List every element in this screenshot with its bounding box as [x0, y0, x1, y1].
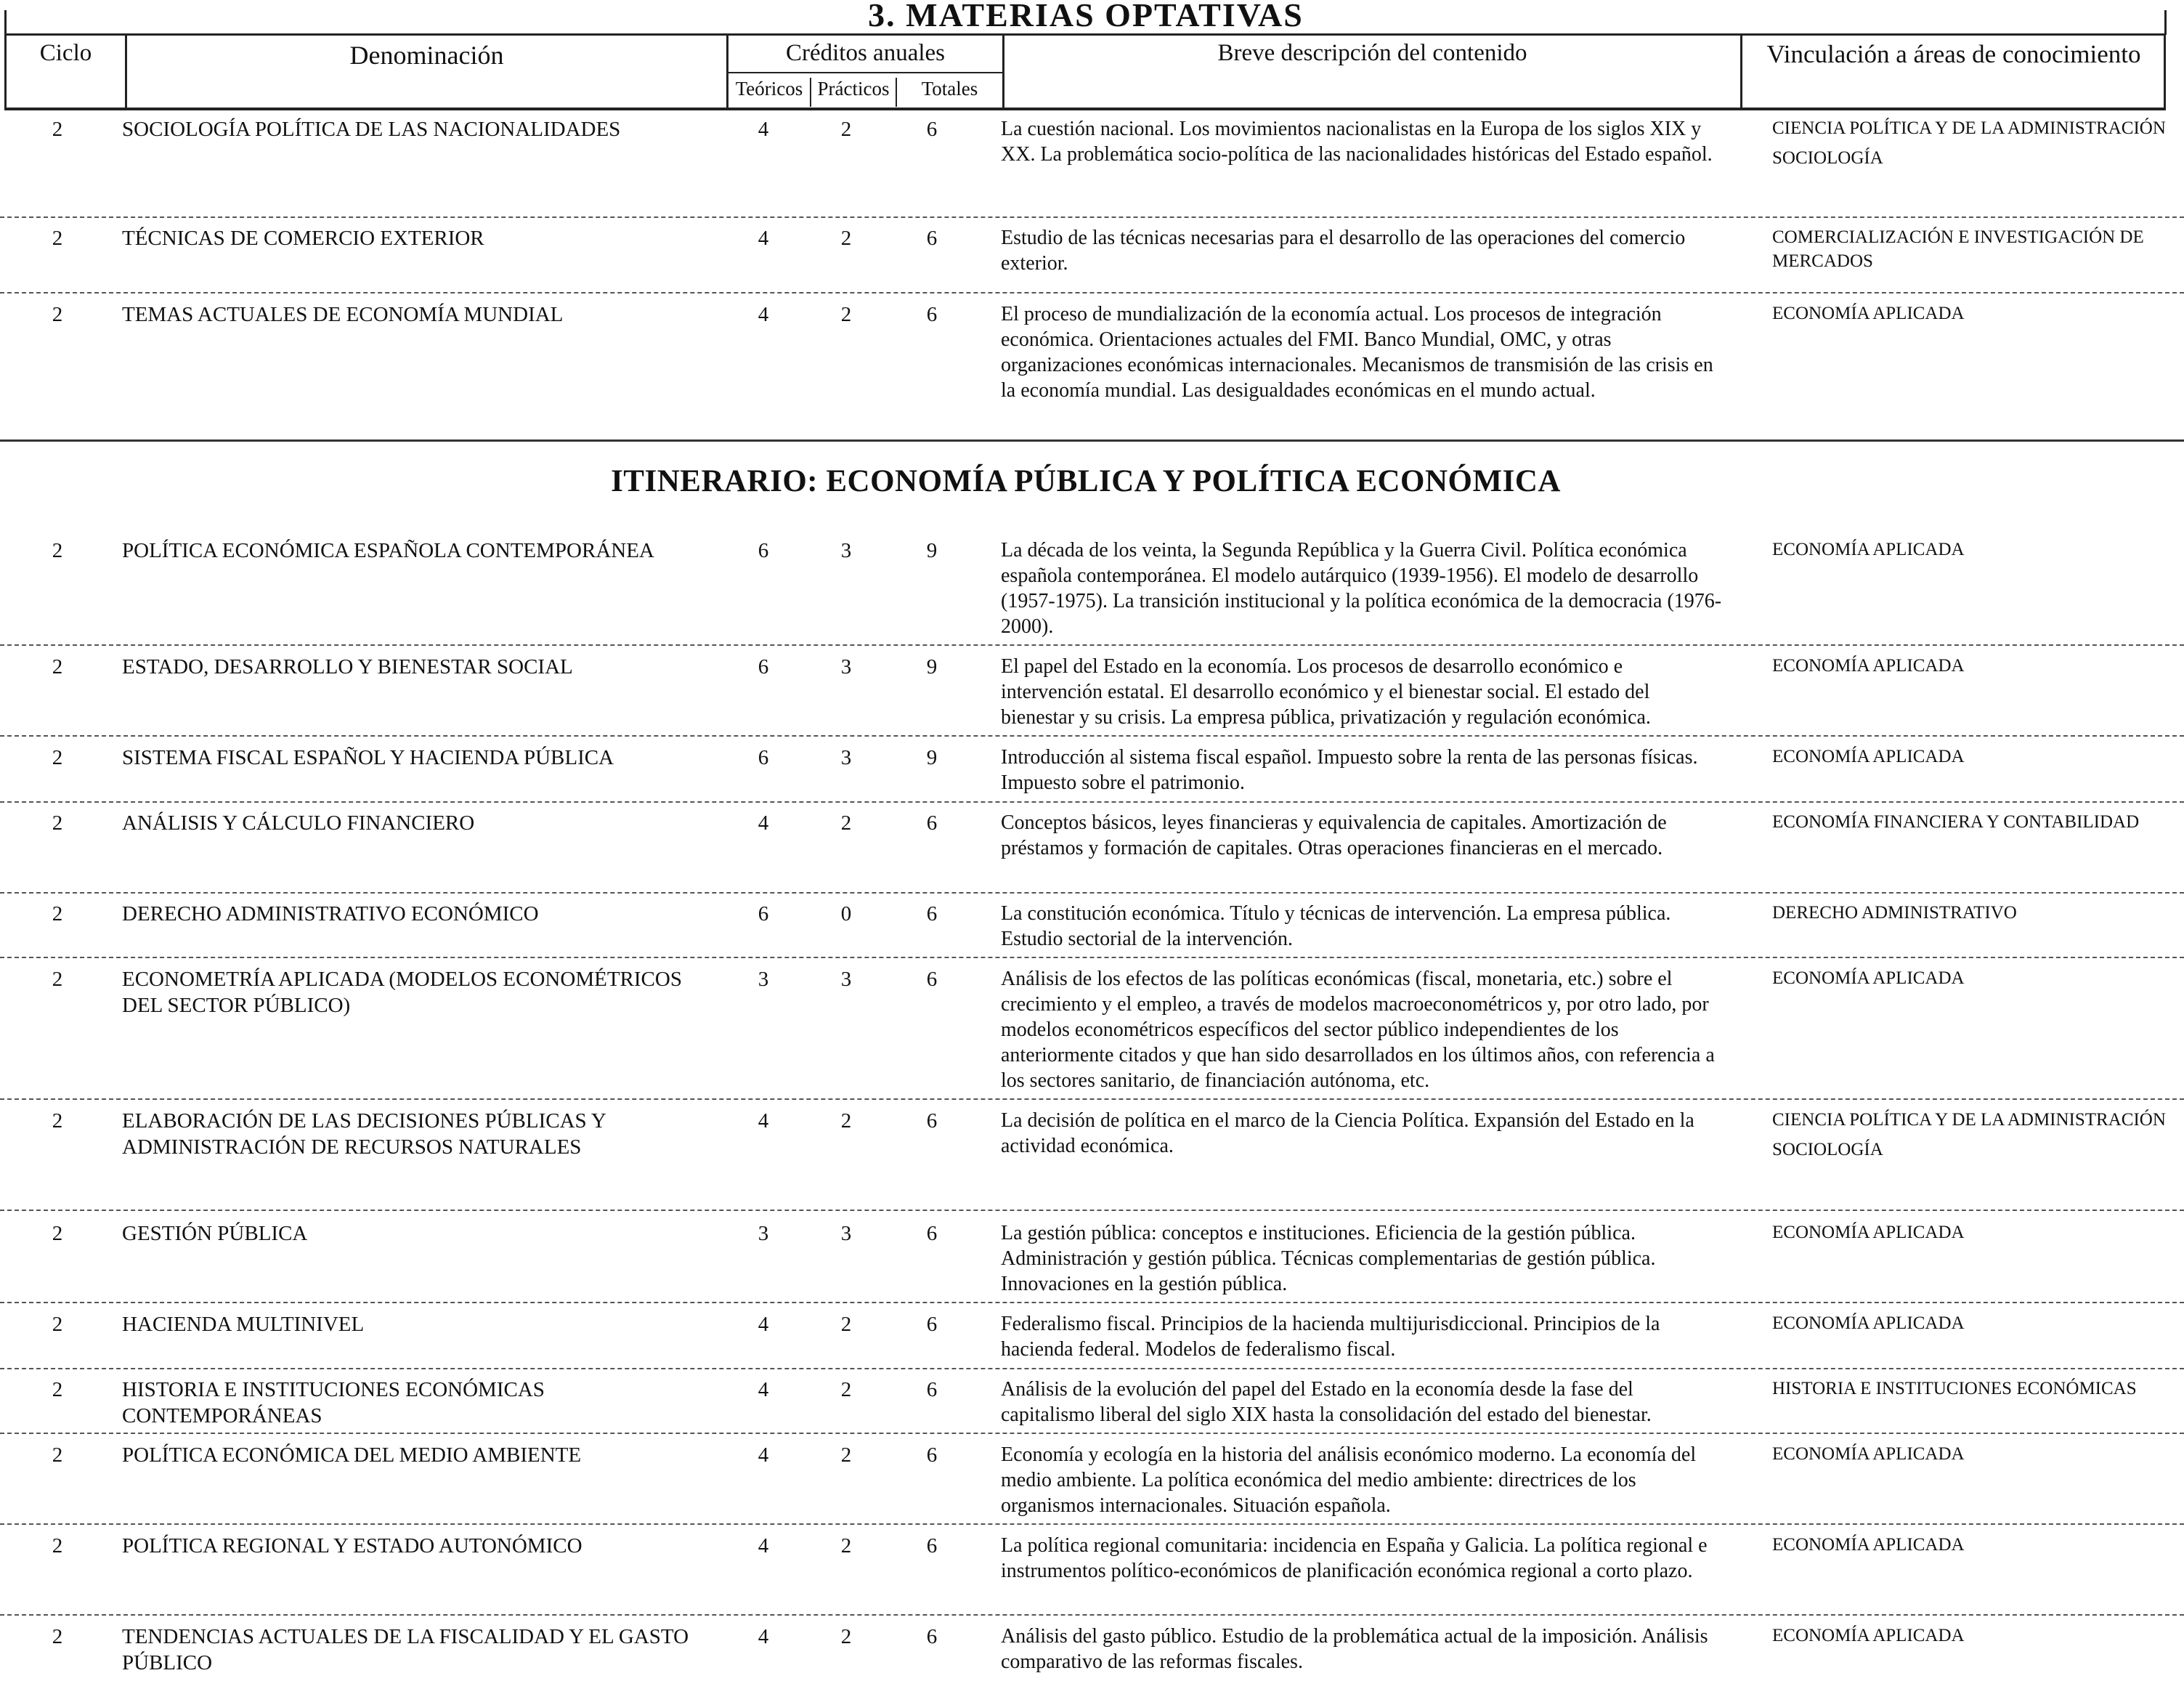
- practicos-cell: 2: [840, 1313, 852, 1336]
- vinculacion-cell: [1772, 1533, 2179, 1557]
- practicos-cell: 3: [840, 655, 852, 679]
- descripcion-cell: Economía y ecología en la historia del análisis económico moderno. La economía del medio ambiente. La política económica del medio ambiente: directrices de los organismos internacionales. Situación española.: [1001, 1443, 1697, 1517]
- row-separator: [0, 216, 2184, 218]
- totales-cell: 6: [926, 811, 938, 835]
- area-name: HISTORIA E INSTITUCIONES ECONÓMICAS: [1772, 1379, 2137, 1398]
- corner-tick-right: [2164, 10, 2167, 35]
- denominacion-cell: ECONOMETRÍA APLICADA (MODELOS ECONOMÉTRICOS DEL SECTOR PÚBLICO): [122, 968, 682, 1017]
- vinculacion-cell: [1772, 1108, 2179, 1162]
- vinculacion-cell: [1772, 966, 2179, 990]
- descripcion-cell: El papel del Estado en la economía. Los procesos de desarrollo económico e intervención estatal. El desarrollo económico y el bienestar social. El estado del bienestar y su crisis. La empresa pública, privatización y regulación económica.: [1001, 655, 1651, 729]
- practicos-cell: 2: [840, 303, 852, 326]
- vinculacion-cell: [1772, 1311, 2179, 1335]
- denominacion-cell: TÉCNICAS DE COMERCIO EXTERIOR: [122, 227, 484, 250]
- row-separator: [0, 1523, 2184, 1525]
- teoricos-cell: 6: [758, 539, 769, 562]
- ciclo-cell: 2: [52, 1109, 63, 1133]
- teoricos-cell: 4: [758, 1443, 769, 1467]
- row-separator: [0, 1302, 2184, 1303]
- row-separator: [0, 1368, 2184, 1369]
- vinculacion-cell: [1772, 1220, 2179, 1244]
- totales-cell: 6: [926, 118, 938, 141]
- area-name-secondary: SOCIOLOGÍA: [1772, 1140, 1883, 1159]
- denominacion-cell: POLÍTICA ECONÓMICA DEL MEDIO AMBIENTE: [122, 1443, 582, 1467]
- denominacion-cell: ANÁLISIS Y CÁLCULO FINANCIERO: [122, 811, 475, 835]
- practicos-cell: 2: [840, 118, 852, 141]
- ciclo-cell: 2: [52, 303, 63, 326]
- ciclo-cell: 2: [52, 1534, 63, 1558]
- ciclo-cell: 2: [52, 539, 63, 562]
- area-name: ECONOMÍA APLICADA: [1772, 1444, 1965, 1464]
- vinculacion-cell: [1772, 1442, 2179, 1466]
- descripcion-cell: La decisión de política en el marco de la Ciencia Política. Expansión del Estado en la actividad económica.: [1001, 1109, 1694, 1157]
- vinculacion-cell: [1772, 1624, 2179, 1648]
- ciclo-cell: 2: [52, 968, 63, 991]
- row-separator: [0, 1614, 2184, 1616]
- teoricos-cell: 6: [758, 655, 769, 679]
- denominacion-cell: HISTORIA E INSTITUCIONES ECONÓMICAS CONTEMPORÁNEAS: [122, 1378, 545, 1427]
- denominacion-cell: HACIENDA MULTINIVEL: [122, 1313, 365, 1336]
- teoricos-cell: 3: [758, 968, 769, 991]
- vinculacion-cell: [1772, 1377, 2179, 1401]
- row-separator: [0, 644, 2184, 646]
- table-header: [4, 33, 2166, 110]
- teoricos-cell: 4: [758, 1313, 769, 1336]
- descripcion-cell: Análisis de la evolución del papel del Estado en la economía desde la fase del capitalismo liberal del siglo XIX hasta la consolidación del estado del bienestar.: [1001, 1378, 1652, 1426]
- ciclo-cell: 2: [52, 1313, 63, 1336]
- descripcion-cell: Análisis de los efectos de las políticas económicas (fiscal, monetaria, etc.) sobre el crecimiento y el empleo, a través de modelos macroeconométricos y, por otro lado, por modelos econométricos específicos del sector público independientes de los anteriormente citados y que han sido desarrollados en los últimos años, con referencia a los sectores sanitario, de financiación autónoma, etc.: [1001, 968, 1715, 1092]
- row-separator: [0, 1433, 2184, 1434]
- area-name: ECONOMÍA APLICADA: [1772, 968, 1965, 988]
- practicos-cell: 2: [840, 811, 852, 835]
- practicos-cell: 2: [840, 1534, 852, 1558]
- totales-cell: 6: [926, 1222, 938, 1245]
- row-separator: [0, 892, 2184, 894]
- area-name: ECONOMÍA APLICADA: [1772, 1223, 1965, 1242]
- header-totales: Totales: [921, 78, 978, 100]
- teoricos-cell: 4: [758, 303, 769, 326]
- row-separator: [0, 1210, 2184, 1211]
- area-name: ECONOMÍA APLICADA: [1772, 1626, 1965, 1645]
- area-name: ECONOMÍA APLICADA: [1772, 540, 1965, 559]
- header-creditos-group: [728, 36, 1004, 108]
- area-name: ECONOMÍA APLICADA: [1772, 747, 1965, 766]
- descripcion-cell: Introducción al sistema fiscal español. Impuesto sobre la renta de las personas físicas. Impuesto sobre el patrimonio.: [1001, 746, 1698, 794]
- row-separator: [0, 957, 2184, 958]
- denominacion-cell: SISTEMA FISCAL ESPAÑOL Y HACIENDA PÚBLICA: [122, 746, 614, 769]
- descripcion-cell: La política regional comunitaria: incidencia en España y Galicia. La política regional e instrumentos político-económicos de planificación económica regional a corto plazo.: [1001, 1534, 1708, 1582]
- practicos-cell: 0: [840, 902, 852, 925]
- denominacion-cell: ELABORACIÓN DE LAS DECISIONES PÚBLICAS Y ADMINISTRACIÓN DE RECURSOS NATURALES: [122, 1109, 606, 1159]
- vinculacion-cell: [1772, 810, 2179, 834]
- descripcion-cell: Conceptos básicos, leyes financieras y equivalencia de capitales. Amortización de préstamos y formación de capitales. Otras operaciones financieras en el mercado.: [1001, 811, 1667, 859]
- ciclo-cell: 2: [52, 1222, 63, 1245]
- totales-cell: 6: [926, 303, 938, 326]
- area-name-secondary: SOCIOLOGÍA: [1772, 148, 1883, 168]
- vinculacion-cell: [1772, 745, 2179, 769]
- ciclo-cell: 2: [52, 1378, 63, 1401]
- area-name: ECONOMÍA FINANCIERA Y CONTABILIDAD: [1772, 812, 2140, 832]
- header-teoricos: Teóricos: [728, 78, 811, 107]
- row-separator: [0, 801, 2184, 803]
- totales-cell: 6: [926, 1378, 938, 1401]
- row-separator: [0, 440, 2184, 442]
- area-name: COMERCIALIZACIÓN E INVESTIGACIÓN DE MERCADOS: [1772, 227, 2144, 271]
- ciclo-cell: 2: [52, 746, 63, 769]
- totales-cell: 6: [926, 1625, 938, 1648]
- totales-cell: 6: [926, 968, 938, 991]
- row-separator: [0, 292, 2184, 293]
- section-title: ITINERARIO: ECONOMÍA PÚBLICA Y POLÍTICA ECONÓMICA: [611, 464, 1561, 498]
- totales-cell: 9: [926, 655, 938, 679]
- corner-tick-left: [4, 10, 7, 35]
- vinculacion-cell: [1772, 116, 2179, 170]
- header-creditos-divider: [728, 72, 1002, 73]
- practicos-cell: 3: [840, 1222, 852, 1245]
- descripcion-cell: La cuestión nacional. Los movimientos nacionalistas en la Europa de los siglos XIX y XX. La problemática socio-política de las nacionalidades históricas del Estado español.: [1001, 118, 1713, 166]
- area-name: ECONOMÍA APLICADA: [1772, 656, 1965, 676]
- ciclo-cell: 2: [52, 1443, 63, 1467]
- totales-cell: 6: [926, 1534, 938, 1558]
- ciclo-cell: 2: [52, 1625, 63, 1648]
- descripcion-cell: La gestión pública: conceptos e instituciones. Eficiencia de la gestión pública. Administración y gestión pública. Técnicas complementarias de gestión pública. Innovaciones en la gestión pública.: [1001, 1222, 1656, 1295]
- header-vinculacion: Vinculación a áreas de conocimiento: [1766, 40, 2141, 68]
- ciclo-cell: 2: [52, 655, 63, 679]
- practicos-cell: 2: [840, 1378, 852, 1401]
- practicos-cell: 3: [840, 746, 852, 769]
- teoricos-cell: 4: [758, 1109, 769, 1133]
- teoricos-cell: 4: [758, 1378, 769, 1401]
- teoricos-cell: 3: [758, 1222, 769, 1245]
- denominacion-cell: ESTADO, DESARROLLO Y BIENESTAR SOCIAL: [122, 655, 573, 679]
- practicos-cell: 3: [840, 968, 852, 991]
- descripcion-cell: El proceso de mundialización de la economía actual. Los procesos de integración económica. Orientaciones actuales del FMI. Banco Mundial, OMC, y otras organizaciones económicas internacionales. Mecanismos de transmisión de las crisis en la economía mundial. Las desigualdades económicas en el mundo actual.: [1001, 303, 1713, 402]
- vinculacion-cell: [1772, 654, 2179, 678]
- vinculacion-cell: [1772, 538, 2179, 562]
- totales-cell: 9: [926, 746, 938, 769]
- teoricos-cell: 6: [758, 746, 769, 769]
- ciclo-cell: 2: [52, 902, 63, 925]
- denominacion-cell: POLÍTICA REGIONAL Y ESTADO AUTONÓMICO: [122, 1534, 582, 1558]
- practicos-cell: 2: [840, 1443, 852, 1467]
- denominacion-cell: POLÍTICA ECONÓMICA ESPAÑOLA CONTEMPORÁNEA: [122, 539, 654, 562]
- area-name: ECONOMÍA APLICADA: [1772, 304, 1965, 323]
- row-separator: [0, 1098, 2184, 1100]
- teoricos-cell: 4: [758, 811, 769, 835]
- area-name: DERECHO ADMINISTRATIVO: [1772, 903, 2017, 923]
- denominacion-cell: TEMAS ACTUALES DE ECONOMÍA MUNDIAL: [122, 303, 564, 326]
- descripcion-cell: Federalismo fiscal. Principios de la hacienda multijurisdiccional. Principios de la hacienda federal. Modelos de federalismo fiscal.: [1001, 1313, 1660, 1361]
- page-title: 3. MATERIAS OPTATIVAS: [868, 0, 1304, 33]
- descripcion-cell: La constitución económica. Título y técnicas de intervención. La empresa pública. Estudio sectorial de la intervención.: [1001, 902, 1671, 950]
- area-name: ECONOMÍA APLICADA: [1772, 1535, 1965, 1555]
- ciclo-cell: 2: [52, 118, 63, 141]
- teoricos-cell: 4: [758, 1625, 769, 1648]
- practicos-cell: 2: [840, 1109, 852, 1133]
- teoricos-cell: 4: [758, 1534, 769, 1558]
- vinculacion-cell: [1772, 225, 2179, 273]
- totales-cell: 6: [926, 902, 938, 925]
- vinculacion-cell: [1772, 301, 2179, 325]
- totales-cell: 6: [926, 1443, 938, 1467]
- area-name: CIENCIA POLÍTICA Y DE LA ADMINISTRACIÓN: [1772, 1110, 2166, 1130]
- denominacion-cell: DERECHO ADMINISTRATIVO ECONÓMICO: [122, 902, 539, 925]
- ciclo-cell: 2: [52, 227, 63, 250]
- row-separator: [0, 735, 2184, 737]
- practicos-cell: 2: [840, 227, 852, 250]
- denominacion-cell: SOCIOLOGÍA POLÍTICA DE LAS NACIONALIDADES: [122, 118, 621, 141]
- teoricos-cell: 6: [758, 902, 769, 925]
- denominacion-cell: GESTIÓN PÚBLICA: [122, 1222, 308, 1245]
- totales-cell: 6: [926, 1313, 938, 1336]
- ciclo-cell: 2: [52, 811, 63, 835]
- teoricos-cell: 4: [758, 118, 769, 141]
- denominacion-cell: TENDENCIAS ACTUALES DE LA FISCALIDAD Y EL GASTO PÚBLICO: [122, 1625, 689, 1674]
- area-name: ECONOMÍA APLICADA: [1772, 1313, 1965, 1333]
- totales-cell: 6: [926, 227, 938, 250]
- header-ciclo: Ciclo: [7, 36, 127, 108]
- header-descripcion: Breve descripción del contenido: [1004, 36, 1742, 108]
- descripcion-cell: Análisis del gasto público. Estudio de la problemática actual de la imposición. Análisis comparativo de las reformas fiscales.: [1001, 1625, 1708, 1673]
- teoricos-cell: 4: [758, 227, 769, 250]
- header-creditos: Créditos anuales: [785, 40, 946, 66]
- practicos-cell: 3: [840, 539, 852, 562]
- totales-cell: 6: [926, 1109, 938, 1133]
- totales-cell: 9: [926, 539, 938, 562]
- header-denominacion: Denominación: [127, 36, 728, 108]
- practicos-cell: 2: [840, 1625, 852, 1648]
- descripcion-cell: La década de los veinta, la Segunda República y la Guerra Civil. Política económica española contemporánea. El modelo autárquico (1939-1956). El modelo de desarrollo (1957-1975). La transición institucional y la política económica de la democracia (1976-2000).: [1001, 539, 1722, 638]
- vinculacion-cell: [1772, 901, 2179, 925]
- area-name: CIENCIA POLÍTICA Y DE LA ADMINISTRACIÓN: [1772, 118, 2166, 138]
- descripcion-cell: Estudio de las técnicas necesarias para el desarrollo de las operaciones del comercio exterior.: [1001, 227, 1686, 275]
- header-practicos: Prácticos: [811, 78, 897, 107]
